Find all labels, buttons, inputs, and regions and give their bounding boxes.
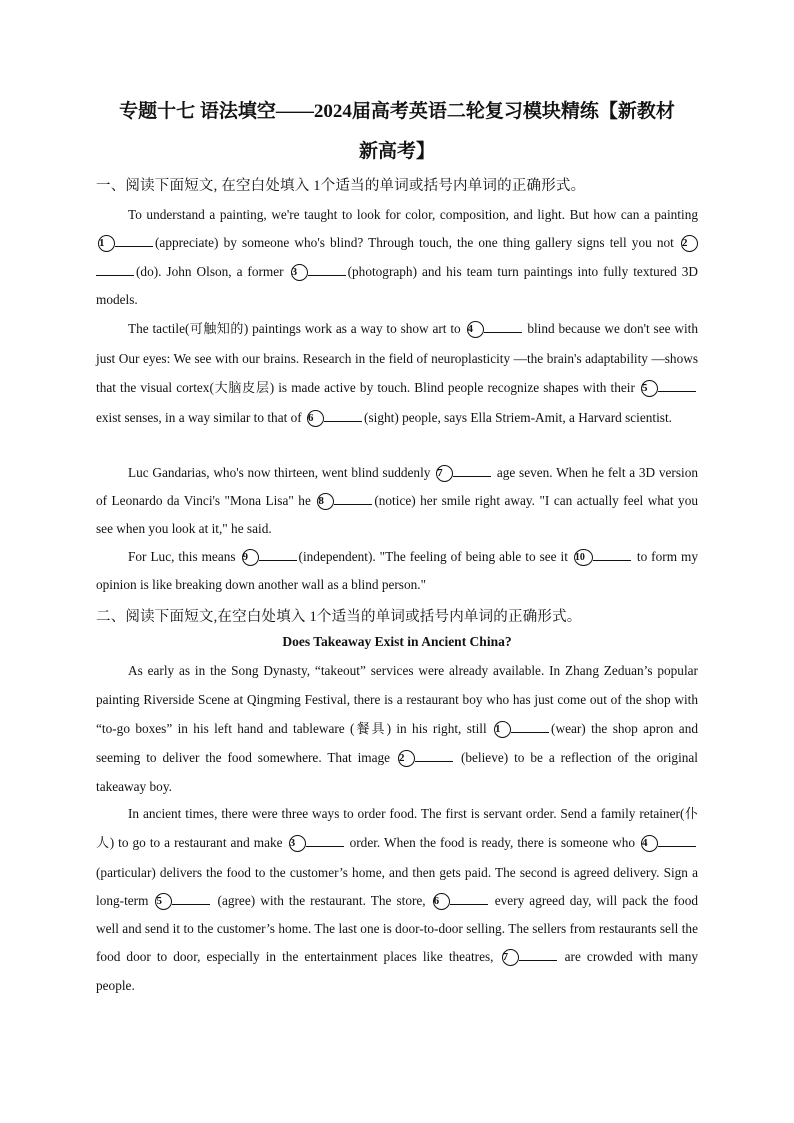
section-2-heading: 二、阅读下面短文,在空白处填入 1个适当的单词或括号内单词的正确形式。: [96, 609, 582, 625]
blank-marker: 3: [289, 835, 306, 852]
answer-blank[interactable]: [453, 465, 491, 477]
text-run: To understand a painting, we're taught to look for color, composition, and light. But how can a painting: [128, 207, 698, 222]
text-run: (independent). "The feeling of being able to see it: [298, 549, 568, 564]
section-1-heading: 一、阅读下面短文, 在空白处填入 1个适当的单词或括号内单词的正确形式。: [96, 178, 586, 194]
s1-paragraph-4: [96, 543, 698, 599]
answer-blank[interactable]: [593, 549, 631, 561]
answer-blank[interactable]: [308, 264, 346, 276]
answer-blank[interactable]: [658, 835, 696, 847]
blank-marker: 6: [307, 410, 324, 427]
answer-blank[interactable]: [415, 750, 453, 762]
text-run: to form my opinion is like breaking down another wall as a blind person.": [96, 549, 698, 592]
blank-marker: 5: [155, 893, 172, 910]
text-run: ) is made active by touch. Blind people recognize shapes with their: [269, 380, 635, 395]
blank-marker: 3: [291, 264, 308, 281]
text-run: (particular) delivers the food to the customer’s home, and then gets paid. The second is agreed delivery. Sign a long-term: [96, 864, 698, 908]
answer-blank[interactable]: [484, 321, 522, 333]
blank-marker: 7: [502, 949, 519, 966]
text-run: For Luc, this means: [128, 549, 236, 564]
chinese-gloss: 大脑皮层: [213, 381, 270, 396]
blank-marker: 5: [641, 380, 658, 397]
text-run: Luc Gandarias, who's now thirteen, went blind suddenly: [128, 465, 431, 480]
chinese-gloss: 可触知的: [189, 322, 244, 337]
s2-paragraph-1: [96, 657, 698, 802]
answer-blank[interactable]: [306, 835, 344, 847]
text-run: age seven. When he felt a 3D version of Leonardo da Vinci's "Mona Lisa" he: [96, 465, 698, 508]
answer-blank[interactable]: [324, 410, 362, 422]
answer-blank[interactable]: [172, 893, 210, 905]
blank-marker: 2: [398, 750, 415, 767]
blank-marker: 9: [242, 549, 259, 566]
document-title: [96, 92, 698, 172]
answer-blank[interactable]: [96, 264, 134, 276]
answer-blank[interactable]: [450, 893, 488, 905]
text-run: exist senses, in a way similar to that of: [96, 410, 302, 425]
answer-blank[interactable]: [519, 949, 557, 961]
text-run: (believe) to be a reflection of the original takeaway boy.: [96, 750, 699, 795]
blank-marker: 7: [436, 465, 453, 482]
blank-marker: 2: [681, 235, 698, 252]
text-run: (do). John Olson, a former: [136, 263, 284, 279]
text-run: ) paintings work as a way to show art to: [243, 321, 461, 336]
text-run: In ancient times, there were three ways to order food. The first is servant order. Send a family retainer(: [128, 806, 685, 821]
text-run: order. When the food is ready, there is someone who: [349, 835, 635, 851]
text-run: ) in his right, still: [386, 720, 487, 736]
blank-marker: 8: [317, 493, 334, 510]
answer-blank[interactable]: [334, 493, 372, 505]
s1-paragraph-2: [96, 314, 698, 432]
blank-marker: 4: [641, 835, 658, 852]
chinese-gloss: 餐具: [354, 721, 387, 737]
answer-blank[interactable]: [259, 549, 297, 561]
s1-paragraph-3: [96, 459, 698, 543]
answer-blank[interactable]: [511, 721, 549, 733]
blank-marker: 4: [467, 321, 484, 338]
text-run: are crowded with many people.: [96, 949, 698, 993]
text-run: (appreciate) by someone who's blind? Through touch, the one thing gallery signs tell you not: [155, 235, 674, 251]
answer-blank[interactable]: [658, 380, 696, 392]
passage-title: Does Takeaway Exist in Ancient China?: [282, 634, 512, 649]
blank-marker: 10: [574, 549, 593, 566]
text-run: As early as in the Song Dynasty, “takeout” services were already available. In Zhang Zeduan’s popular painting Riverside Scene at Qingming Festival, there is a restaurant boy who has just come out of the shop with “to-go boxes” in his left hand and tableware (: [96, 663, 698, 736]
text-run: (photograph) and his team turn paintings into fully textured 3D models.: [96, 263, 699, 307]
blank-marker: 6: [433, 893, 450, 910]
text-run: ) to go to a restaurant and make: [109, 835, 283, 851]
text-run: The tactile(: [128, 321, 190, 336]
blank-marker: 1: [98, 235, 115, 252]
text-run: (sight) people, says Ella Striem-Amit, a Harvard scientist.: [364, 410, 673, 425]
s1-paragraph-1: [96, 201, 698, 314]
text-run: (agree) with the restaurant. The store,: [217, 892, 426, 908]
answer-blank[interactable]: [115, 235, 153, 247]
text-run: every agreed day, will pack the food well and send it to the customer’s home. The last one is door-to-door selling. The sellers from restaurants sell the food door to door, especially in the entertainment places like theatres,: [96, 892, 698, 965]
title-line-1: 专题十七 语法填空——2024届高考英语二轮复习模块精练【新教材: [119, 101, 675, 122]
chinese-gloss: 仆人: [96, 807, 698, 852]
text-run: blind because we don't see with just Our eyes: We see with our brains. Research in the field of neuroplasticity —the brain's adaptability —shows that the visual cortex(: [96, 321, 698, 395]
blank-marker: 1: [494, 721, 511, 738]
title-line-2: 新高考】: [358, 141, 435, 162]
s2-paragraph-2: [96, 800, 698, 1000]
text-run: (wear) the shop apron and seeming to deliver the food somewhere. That image: [96, 720, 698, 766]
text-run: (notice) her smile right away. "I can actually feel what you see when you look at it," he said.: [96, 493, 698, 536]
